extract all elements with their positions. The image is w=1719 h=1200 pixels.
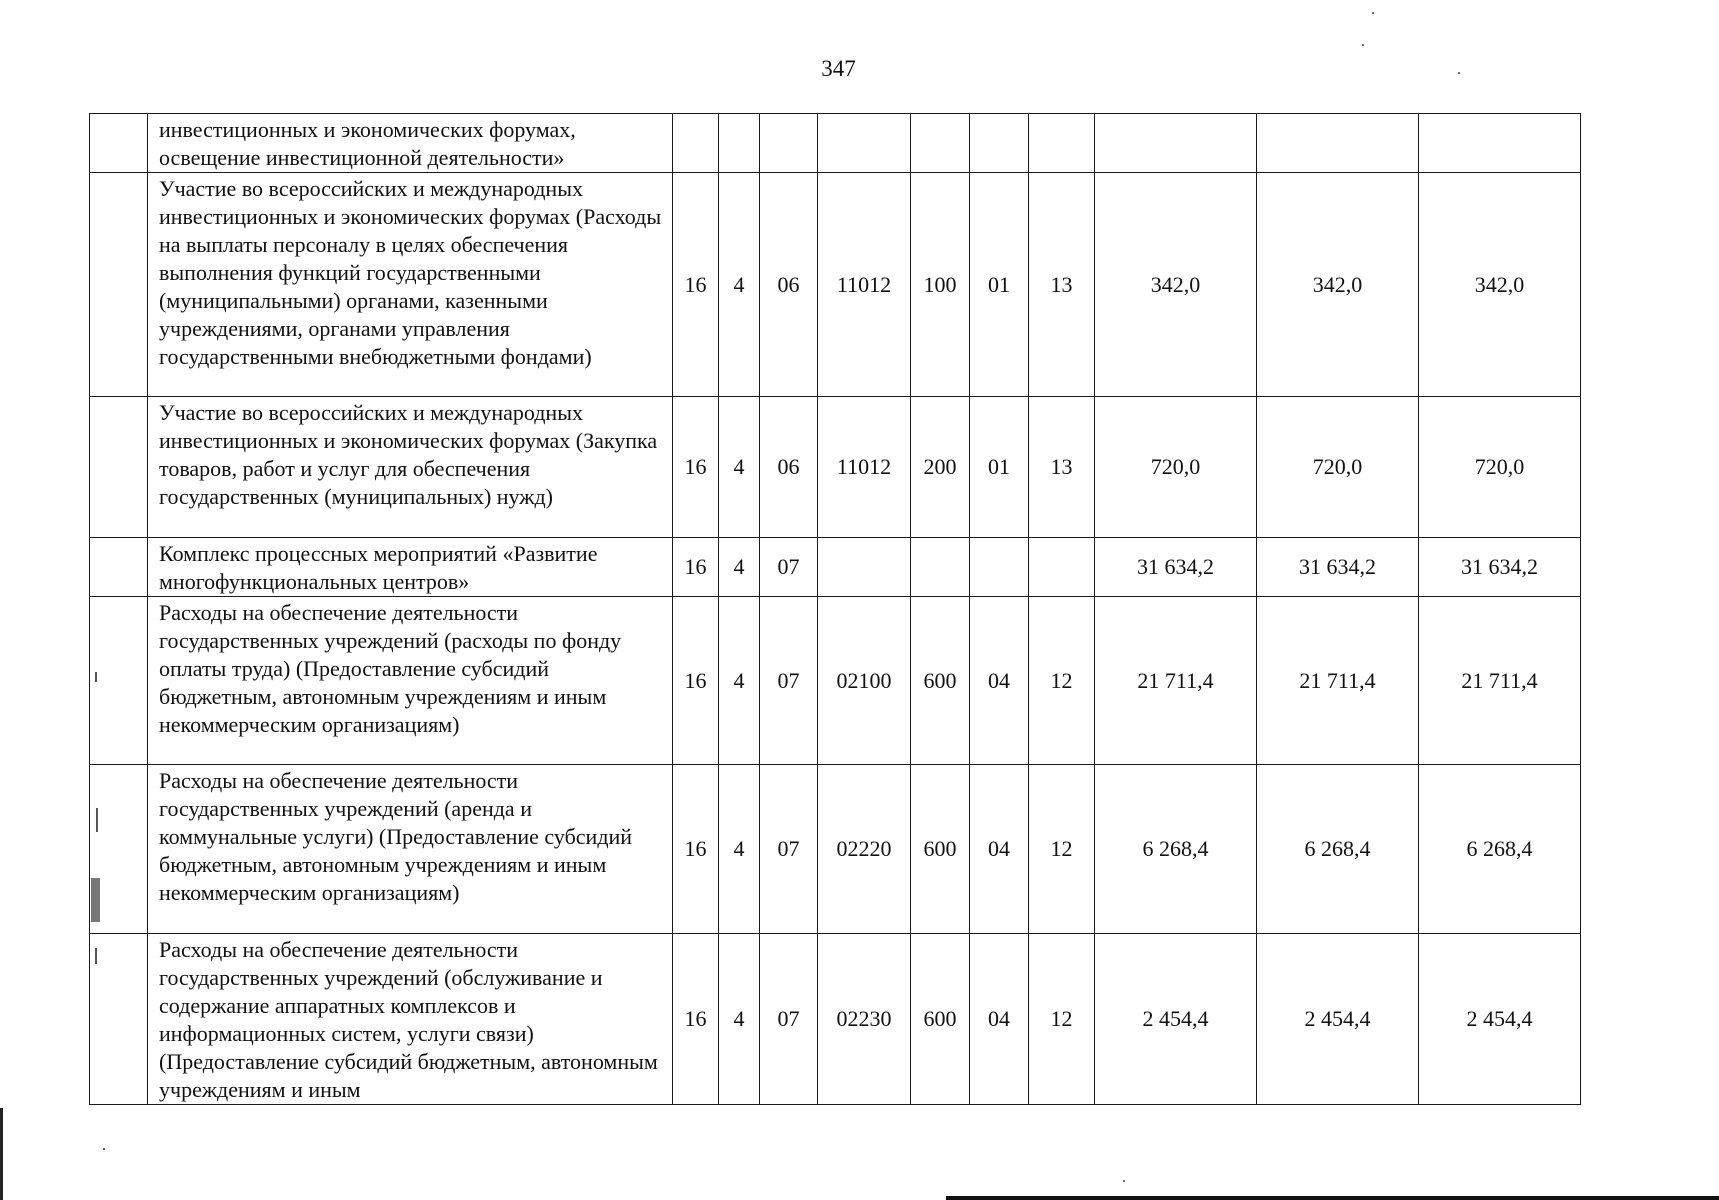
row-index-cell (90, 397, 148, 538)
code-cell: 200 (911, 397, 970, 538)
code-cell (970, 114, 1029, 173)
row-index-cell (90, 934, 148, 1105)
row-description: Расходы на обеспечение деятельности государственных учреждений (расходы по фонду оплаты труда) (Предоставление субсидий бюджетным, автономным учреждениям и иным некоммерческим организациям) (148, 597, 673, 765)
row-index-cell (90, 597, 148, 765)
code-cell (719, 114, 760, 173)
code-cell: 16 (673, 934, 719, 1105)
code-cell: 16 (673, 397, 719, 538)
scan-speck (1362, 44, 1364, 46)
table-row (90, 114, 1581, 173)
amount-cell (1419, 114, 1581, 173)
amount-cell: 6 268,4 (1095, 765, 1257, 934)
code-cell: 600 (911, 597, 970, 765)
code-cell: 600 (911, 765, 970, 934)
code-cell: 4 (719, 765, 760, 934)
scan-artifact (91, 878, 100, 922)
amount-cell: 2 454,4 (1419, 934, 1581, 1105)
code-cell: 01 (970, 173, 1029, 397)
table-row (90, 765, 1581, 934)
code-cell: 02230 (818, 934, 911, 1105)
code-cell: 11012 (818, 397, 911, 538)
amount-cell: 720,0 (1095, 397, 1257, 538)
amount-cell: 342,0 (1257, 173, 1419, 397)
scan-artifact (96, 808, 98, 832)
row-index-cell (90, 173, 148, 397)
row-description: Участие во всероссийских и международных инвестиционных и экономических форумах (Расходы на выплаты персоналу в целях обеспечения выполнения функций государственными (муниципальными) органами, казенными учреждениями, органами управления государственными внебюджетными фондами) (148, 173, 673, 397)
amount-cell: 2 454,4 (1095, 934, 1257, 1105)
code-cell: 06 (760, 173, 818, 397)
code-cell (818, 114, 911, 173)
table-row (90, 397, 1581, 538)
amount-cell: 31 634,2 (1095, 538, 1257, 597)
code-cell (673, 114, 719, 173)
row-index-cell (90, 114, 148, 173)
code-cell: 07 (760, 934, 818, 1105)
code-cell: 12 (1029, 597, 1095, 765)
amount-cell (1095, 114, 1257, 173)
amount-cell: 31 634,2 (1257, 538, 1419, 597)
row-index-cell (90, 538, 148, 597)
code-cell: 13 (1029, 397, 1095, 538)
amount-cell: 6 268,4 (1419, 765, 1581, 934)
table-row (90, 173, 1581, 397)
code-cell: 02220 (818, 765, 911, 934)
code-cell (1029, 538, 1095, 597)
code-cell: 16 (673, 538, 719, 597)
row-description: Участие во всероссийских и международных инвестиционных и экономических форумах (Закупка товаров, работ и услуг для обеспечения государственных (муниципальных) нужд) (148, 397, 673, 538)
code-cell: 06 (760, 397, 818, 538)
amount-cell (1257, 114, 1419, 173)
code-cell: 04 (970, 597, 1029, 765)
code-cell: 04 (970, 934, 1029, 1105)
row-description: инвестиционных и экономических форумах, освещение инвестиционной деятельности» (148, 114, 673, 173)
scan-speck (1458, 72, 1460, 74)
amount-cell: 2 454,4 (1257, 934, 1419, 1105)
scan-bottom-line (946, 1196, 1719, 1200)
code-cell: 4 (719, 538, 760, 597)
code-cell: 16 (673, 597, 719, 765)
amount-cell: 21 711,4 (1257, 597, 1419, 765)
amount-cell: 31 634,2 (1419, 538, 1581, 597)
amount-cell: 21 711,4 (1095, 597, 1257, 765)
code-cell (911, 114, 970, 173)
code-cell: 01 (970, 397, 1029, 538)
scan-artifact (95, 672, 97, 682)
row-description: Комплекс процессных мероприятий «Развитие многофункциональных центров» (148, 538, 673, 597)
code-cell (970, 538, 1029, 597)
table-row (90, 538, 1581, 597)
code-cell (1029, 114, 1095, 173)
code-cell: 07 (760, 765, 818, 934)
code-cell: 12 (1029, 765, 1095, 934)
code-cell: 12 (1029, 934, 1095, 1105)
amount-cell: 342,0 (1095, 173, 1257, 397)
amount-cell: 342,0 (1419, 173, 1581, 397)
code-cell: 16 (673, 765, 719, 934)
budget-table (89, 113, 1581, 1105)
code-cell: 02100 (818, 597, 911, 765)
code-cell: 600 (911, 934, 970, 1105)
table-row (90, 597, 1581, 765)
amount-cell: 21 711,4 (1419, 597, 1581, 765)
scan-speck (103, 1148, 105, 1150)
scan-speck (1123, 1180, 1125, 1182)
scan-edge-line (0, 1108, 3, 1200)
code-cell: 4 (719, 397, 760, 538)
code-cell: 07 (760, 597, 818, 765)
row-description: Расходы на обеспечение деятельности государственных учреждений (обслуживание и содержание аппаратных комплексов и информационных систем, услуги связи) (Предоставление субсидий бюджетным, автономным учреждениям и иным (148, 934, 673, 1105)
scan-speck (1372, 12, 1374, 14)
scan-artifact (95, 948, 97, 964)
code-cell: 07 (760, 538, 818, 597)
amount-cell: 6 268,4 (1257, 765, 1419, 934)
table-row (90, 934, 1581, 1105)
page-number: 347 (821, 56, 856, 81)
code-cell: 11012 (818, 173, 911, 397)
code-cell: 13 (1029, 173, 1095, 397)
code-cell (911, 538, 970, 597)
code-cell (760, 114, 818, 173)
code-cell: 100 (911, 173, 970, 397)
row-description: Расходы на обеспечение деятельности государственных учреждений (аренда и коммунальные услуги) (Предоставление субсидий бюджетным, автономным учреждениям и иным некоммерческим организациям) (148, 765, 673, 934)
code-cell (818, 538, 911, 597)
code-cell: 4 (719, 934, 760, 1105)
code-cell: 04 (970, 765, 1029, 934)
code-cell: 4 (719, 173, 760, 397)
amount-cell: 720,0 (1257, 397, 1419, 538)
code-cell: 4 (719, 597, 760, 765)
amount-cell: 720,0 (1419, 397, 1581, 538)
code-cell: 16 (673, 173, 719, 397)
